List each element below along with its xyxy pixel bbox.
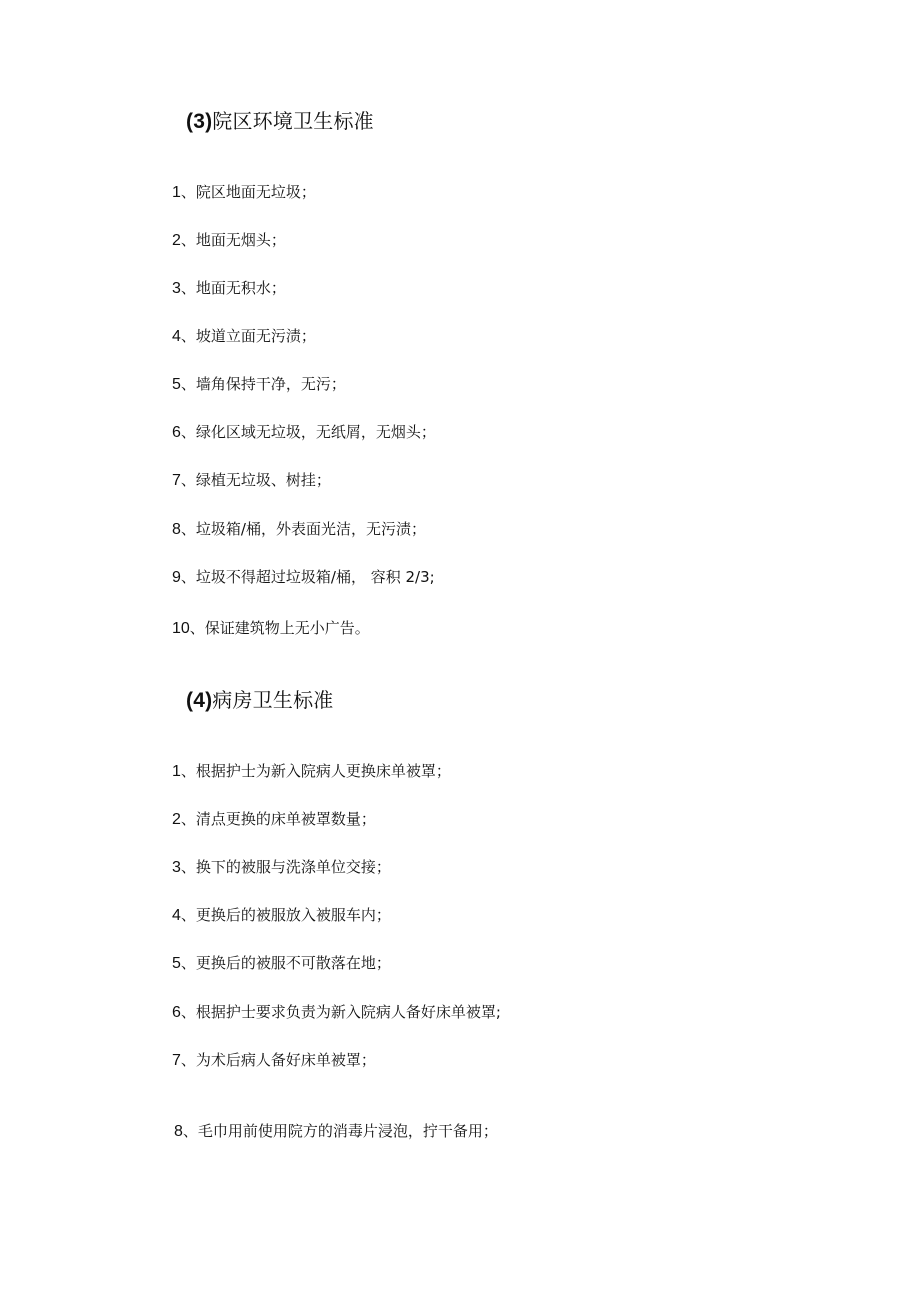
item-text: 、为术后病人备好床单被罩；	[180, 1051, 376, 1069]
list-item	[174, 1120, 498, 1143]
item-number: 8	[174, 1123, 183, 1140]
item-number: 7	[172, 472, 181, 489]
list-item	[172, 566, 435, 589]
section-4-title: 病房卫生标准	[212, 688, 334, 712]
list-item	[172, 469, 331, 492]
item-number: 8	[172, 521, 181, 538]
item-number: 3	[172, 280, 181, 297]
list-item	[172, 373, 346, 396]
item-text: 、清点更换的床单被罩数量；	[180, 810, 376, 828]
item-text: 、毛巾用前使用院方的消毒片浸泡，拧干备用；	[182, 1122, 498, 1140]
list-item	[172, 952, 391, 975]
item-number: 3	[172, 859, 181, 876]
list-item	[172, 1001, 501, 1024]
item-number: 2	[172, 811, 181, 828]
item-text: 、垃圾箱/桶，外表面光洁，无污渍；	[180, 520, 426, 538]
item-text: 、院区地面无垃圾；	[180, 183, 316, 201]
list-item	[172, 518, 426, 541]
list-item	[172, 325, 316, 348]
item-number: 4	[172, 907, 181, 924]
item-text: 、地面无积水；	[180, 279, 286, 297]
item-number: 1	[172, 763, 181, 780]
item-number: 1	[172, 184, 181, 201]
list-item	[172, 808, 376, 831]
item-number: 6	[172, 1004, 181, 1021]
item-text: 、换下的被服与洗涤单位交接；	[180, 858, 391, 876]
item-number: 7	[172, 1052, 181, 1069]
item-text: 、根据护士要求负责为新入院病人备好床单被罩;	[180, 1003, 501, 1021]
item-number: 10	[172, 620, 190, 637]
list-item	[172, 277, 286, 300]
item-text: 、根据护士为新入院病人更换床单被罩；	[180, 762, 451, 780]
section-3-heading	[186, 107, 374, 136]
item-number: 5	[172, 376, 181, 393]
list-item	[172, 229, 286, 252]
section-3-title: 院区环境卫生标准	[212, 109, 374, 133]
list-item	[172, 856, 391, 879]
section-3-number: (3)	[186, 110, 213, 133]
item-text: 、地面无烟头；	[180, 231, 286, 249]
list-item	[172, 421, 436, 444]
list-item	[172, 1049, 376, 1072]
item-number: 5	[172, 955, 181, 972]
item-text: 、绿化区域无垃圾，无纸屑，无烟头；	[180, 423, 436, 441]
item-number: 6	[172, 424, 181, 441]
item-number: 2	[172, 232, 181, 249]
item-text: 、墙角保持干净，无污；	[180, 375, 346, 393]
item-number: 9	[172, 569, 181, 586]
section-4-number: (4)	[186, 689, 213, 712]
item-text: 、绿植无垃圾、树挂；	[180, 471, 331, 489]
item-text: 、保证建筑物上无小广告。	[189, 619, 370, 637]
item-text: 、更换后的被服不可散落在地；	[180, 954, 391, 972]
item-text: 、更换后的被服放入被服车内；	[180, 906, 391, 924]
list-item	[172, 617, 370, 640]
item-text: 、坡道立面无污渍；	[180, 327, 316, 345]
section-4-heading	[186, 686, 333, 715]
list-item	[172, 904, 391, 927]
list-item	[172, 181, 316, 204]
list-item	[172, 760, 451, 783]
item-text: 、垃圾不得超过垃圾箱/桶， 容积 2/3;	[180, 568, 435, 586]
item-number: 4	[172, 328, 181, 345]
